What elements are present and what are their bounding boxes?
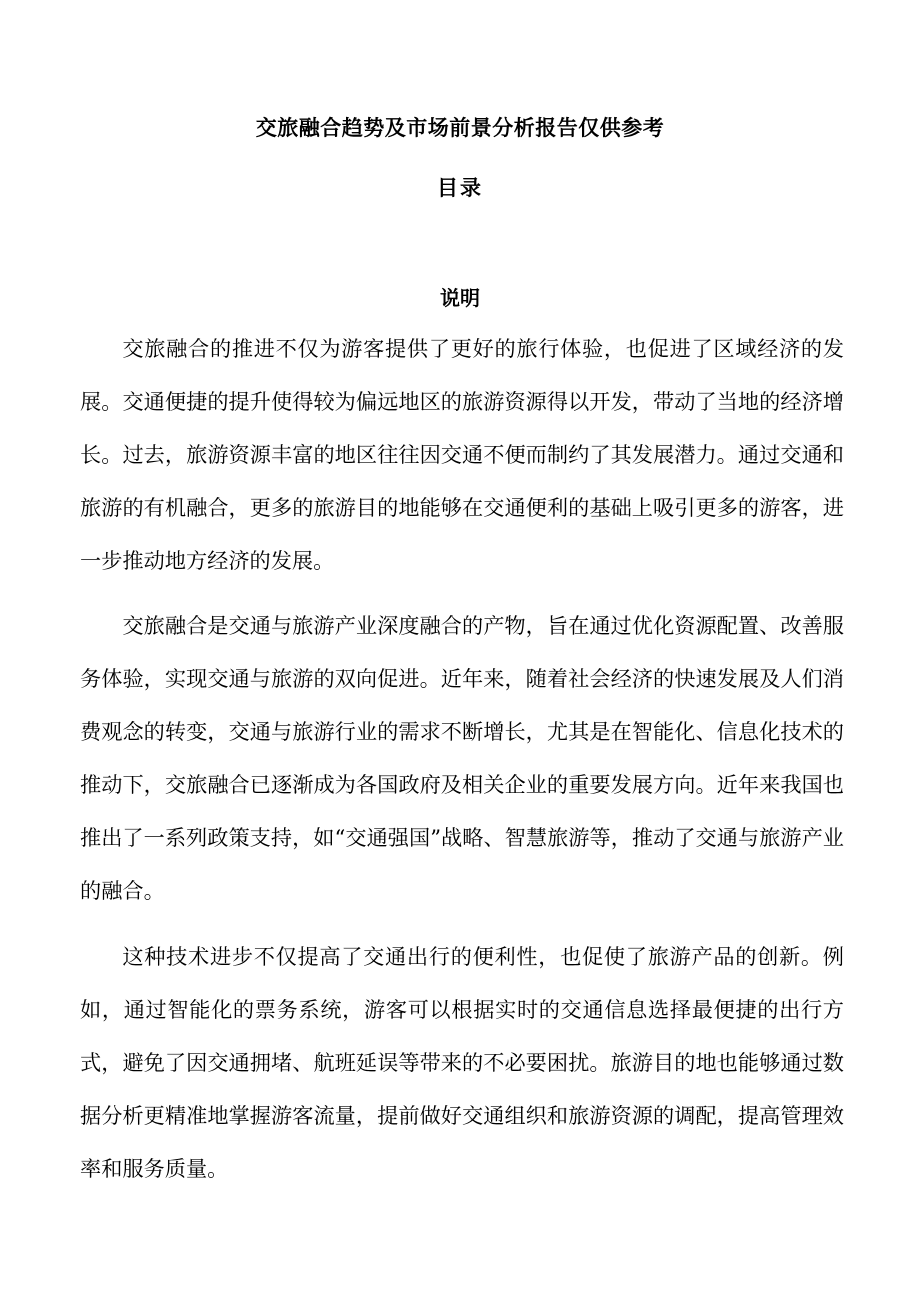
document-title: 交旅融合趋势及市场前景分析报告仅供参考: [255, 116, 665, 140]
body-paragraph: 交旅融合的推进不仅为游客提供了更好的旅行体验，也促进了区域经济的发展。交通便捷的提升使得较为偏远地区的旅游资源得以开发，带动了当地的经济增长。过去，旅游资源丰富的地区往往因交通不便而制约了其发展潜力。通过交通和旅游的有机融合，更多的旅游目的地能够在交通便利的基础上吸引更多的游客，进一步推动地方经济的发展。: [80, 336, 844, 573]
toc-heading: 目录: [437, 176, 483, 200]
body-paragraph: 这种技术进步不仅提高了交通出行的便利性，也促使了旅游产品的创新。例如，通过智能化的票务系统，游客可以根据实时的交通信息选择最便捷的出行方式，避免了因交通拥堵、航班延误等带来的不必要困扰。旅游目的地也能够通过数据分析更精准地掌握游客流量，提前做好交通组织和旅游资源的调配，提高管理效率和服务质量。: [80, 944, 844, 1181]
section-heading: 说明: [440, 286, 480, 310]
body-paragraph: 交旅融合是交通与旅游产业深度融合的产物，旨在通过优化资源配置、改善服务体验，实现交通与旅游的双向促进。近年来，随着社会经济的快速发展及人们消费观念的转变，交通与旅游行业的需求不断增长，尤其是在智能化、信息化技术的推动下，交旅融合已逐渐成为各国政府及相关企业的重要发展方向。近年来我国也推出了一系列政策支持，如“交通强国”战略、智慧旅游等，推动了交通与旅游产业的融合。: [80, 613, 844, 903]
